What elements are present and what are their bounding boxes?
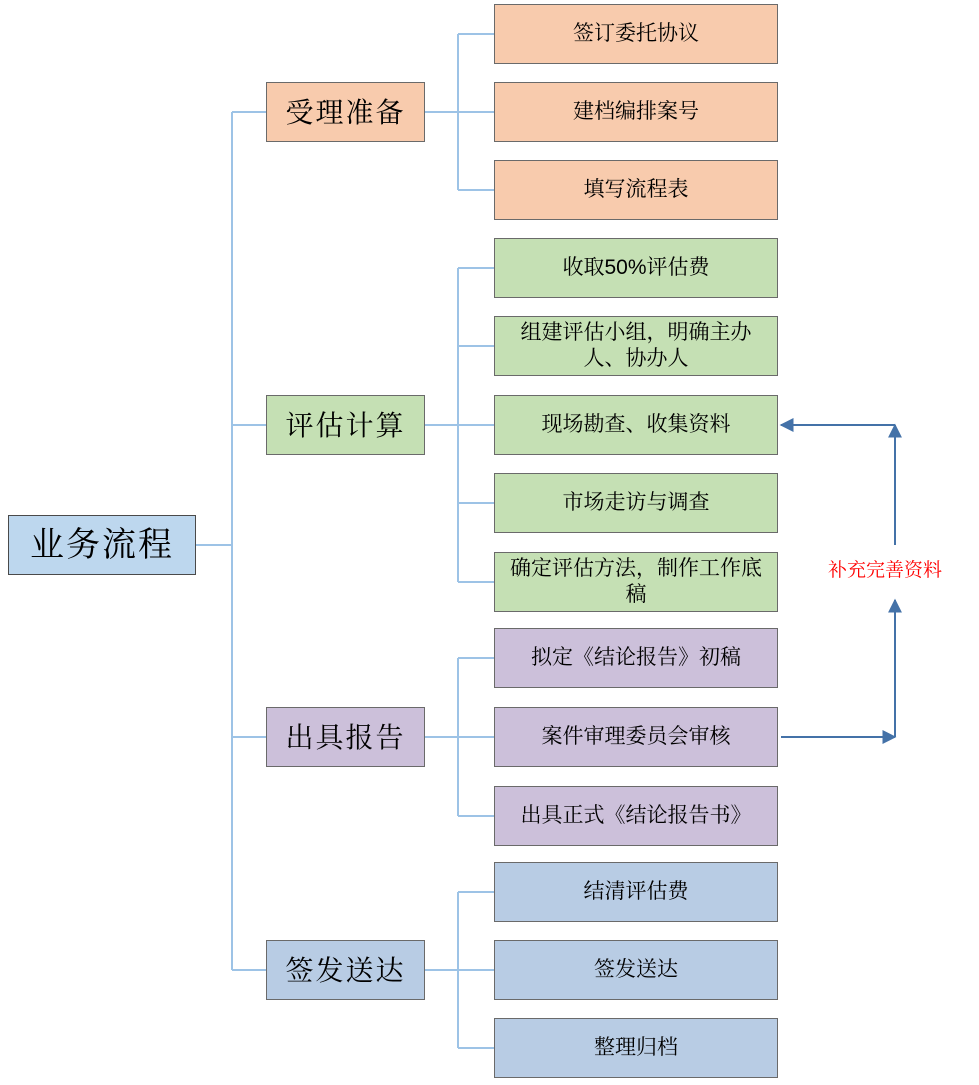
- step-node-eval-1-label: 收取50%评估费: [562, 255, 710, 279]
- step-node-prep-2-label: 建档编排案号: [573, 99, 699, 123]
- step-node-report-2[interactable]: [494, 707, 778, 767]
- step-node-eval-5-label: 确定评估方法，制作工作底稿: [510, 556, 762, 606]
- category-node-eval[interactable]: [266, 395, 425, 455]
- step-node-eval-5[interactable]: [494, 552, 778, 612]
- root-node-label: 业务流程: [30, 525, 174, 564]
- feedback-annotation: 补充完善资料: [828, 560, 943, 581]
- step-node-prep-3-label: 填写流程表: [583, 177, 689, 201]
- step-node-eval-4-label: 市场走访与调查: [562, 490, 710, 514]
- step-node-issue-1-label: 结清评估费: [583, 879, 689, 903]
- step-node-eval-1[interactable]: [494, 238, 778, 298]
- category-node-eval-label: 评估计算: [285, 409, 406, 441]
- category-node-issue[interactable]: [266, 940, 425, 1000]
- step-node-issue-3[interactable]: [494, 1018, 778, 1078]
- step-node-eval-3-label: 现场勘查、收集资料: [541, 412, 731, 436]
- step-node-prep-3[interactable]: [494, 160, 778, 220]
- step-node-prep-1-label: 签订委托协议: [573, 21, 699, 45]
- category-node-prep[interactable]: [266, 82, 425, 142]
- step-node-report-2-label: 案件审理委员会审核: [541, 724, 731, 748]
- category-node-report[interactable]: [266, 707, 425, 767]
- step-node-report-3-label: 出具正式《结论报告书》: [520, 803, 752, 827]
- step-node-eval-2-label: 组建评估小组，明确主办人、协办人: [520, 320, 752, 370]
- category-node-prep-label: 受理准备: [285, 96, 406, 128]
- category-node-issue-label: 签发送达: [285, 954, 406, 986]
- step-node-eval-4[interactable]: [494, 473, 778, 533]
- step-node-report-3[interactable]: [494, 786, 778, 846]
- step-node-issue-3-label: 整理归档: [594, 1035, 678, 1059]
- step-node-report-1[interactable]: [494, 628, 778, 688]
- step-node-issue-1[interactable]: [494, 862, 778, 922]
- step-node-issue-2-label: 签发送达: [594, 957, 678, 981]
- step-node-eval-3[interactable]: [494, 395, 778, 455]
- category-node-report-label: 出具报告: [285, 721, 406, 753]
- step-node-issue-2[interactable]: [494, 940, 778, 1000]
- step-node-prep-2[interactable]: [494, 82, 778, 142]
- step-node-prep-1[interactable]: [494, 4, 778, 64]
- step-node-report-1-label: 拟定《结论报告》初稿: [531, 645, 741, 669]
- step-node-eval-2[interactable]: [494, 316, 778, 376]
- root-node[interactable]: [8, 515, 196, 575]
